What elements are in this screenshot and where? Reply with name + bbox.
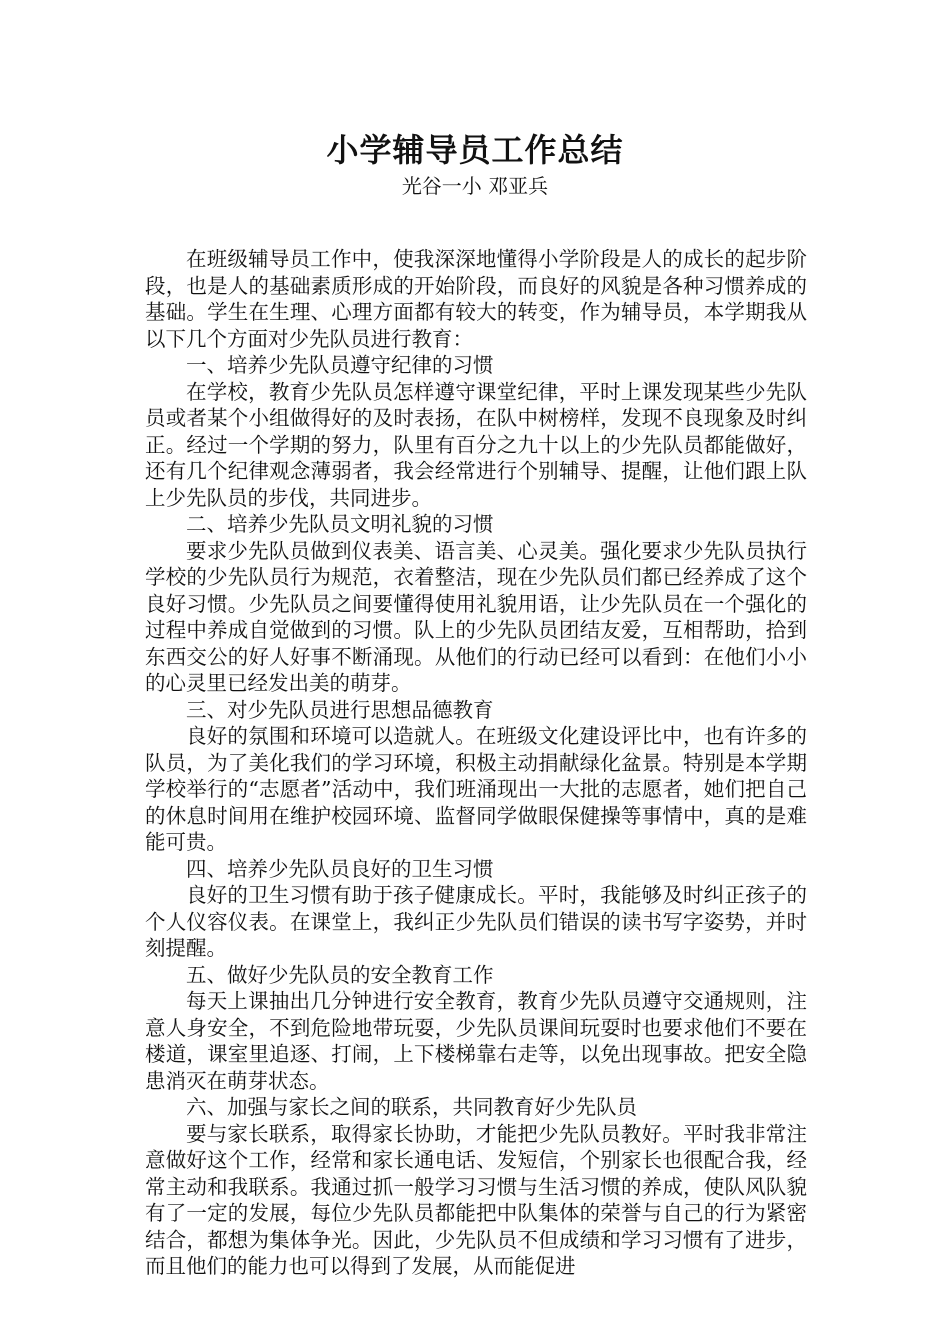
document-title: 小学辅导员工作总结 — [326, 131, 624, 169]
section-heading: 四、培养少先队员良好的卫生习惯 — [186, 856, 494, 881]
section-paragraph: 良好的卫生习惯有助于孩子健康成长。平时，我能够及时纠正孩子的个人仪容仪表。在课堂上，我纠正少先队员们错误的读书写字姿势，并时刻提醒。 — [145, 883, 807, 960]
section-paragraph: 良好的氛围和环境可以造就人。在班级文化建设评比中，也有许多的队员，为了美化我们的学习环境，积极主动捐献绿化盆景。特别是本学期学校举行的“志愿者”活动中，我们班涌现出一大批的志愿者，她们把自己的休息时间用在维护校园环境、监督同学做眼保健操等事情中，真的是难能可贵。 — [145, 724, 807, 854]
section-heading: 一、培养少先队员遵守纪律的习惯 — [186, 353, 494, 377]
intro-paragraph: 在班级辅导员工作中，使我深深地懂得小学阶段是人的成长的起步阶段，也是人的基础素质形成的开始阶段，而良好的风貌是各种习惯养成的基础。学生在生理、心理方面都有较大的转变，作为辅导员，本学期我从以下几个方面对少先队员进行教育： — [145, 247, 807, 351]
section-paragraph: 每天上课抽出几分钟进行安全教育，教育少先队员遵守交通规则，注意人身安全，不到危险地带玩耍，少先队员课间玩耍时也要求他们不要在楼道，课室里追逐、打闹，上下楼梯靠右走等，以免出现事故。把安全隐患消灭在萌芽状态。 — [145, 989, 807, 1093]
section-paragraph: 要与家长联系，取得家长协助，才能把少先队员教好。平时我非常注意做好这个工作，经常和家长通电话、发短信，个别家长也很配合我，经常主动和我联系。我通过抓一般学习习惯与生活习惯的养成，使队风队貌有了一定的发展，每位少先队员都能把中队集体的荣誉与自己的行为紧密结合，都想为集体争光。因此，少先队员不但成绩和学习习惯有了进步，而且他们的能力也可以得到了发展，从而能促进 — [145, 1121, 807, 1278]
section-paragraph: 在学校，教育少先队员怎样遵守课堂纪律，平时上课发现某些少先队员或者某个小组做得好的及时表扬，在队中树榜样，发现不良现象及时纠正。经过一个学期的努力，队里有百分之九十以上的少先队员都能做好，还有几个纪律观念薄弱者，我会经常进行个别辅导、提醒，让他们跟上队上少先队员的步伐，共同进步。 — [145, 379, 807, 510]
section-heading: 二、培养少先队员文明礼貌的习惯 — [186, 512, 494, 536]
section-heading: 六、加强与家长之间的联系，共同教育好少先队员 — [186, 1095, 637, 1119]
section-paragraph: 要求少先队员做到仪表美、语言美、心灵美。强化要求少先队员执行学校的少先队员行为规范，衣着整洁，现在少先队员们都已经养成了这个良好习惯。少先队员之间要懂得使用礼貌用语，让少先队员在一个强化的过程中养成自觉做到的习惯。队上的少先队员团结友爱，互相帮助，拾到东西交公的好人好事不断涌现。从他们的行动已经可以看到：在他们小小的心灵里已经发出美的萌芽。 — [145, 538, 807, 695]
section-heading: 五、做好少先队员的安全教育工作 — [186, 962, 494, 987]
author-line: 光谷一小 邓亚兵 — [401, 174, 549, 198]
section-heading: 三、对少先队员进行思想品德教育 — [186, 697, 494, 722]
document-body — [145, 246, 807, 1280]
